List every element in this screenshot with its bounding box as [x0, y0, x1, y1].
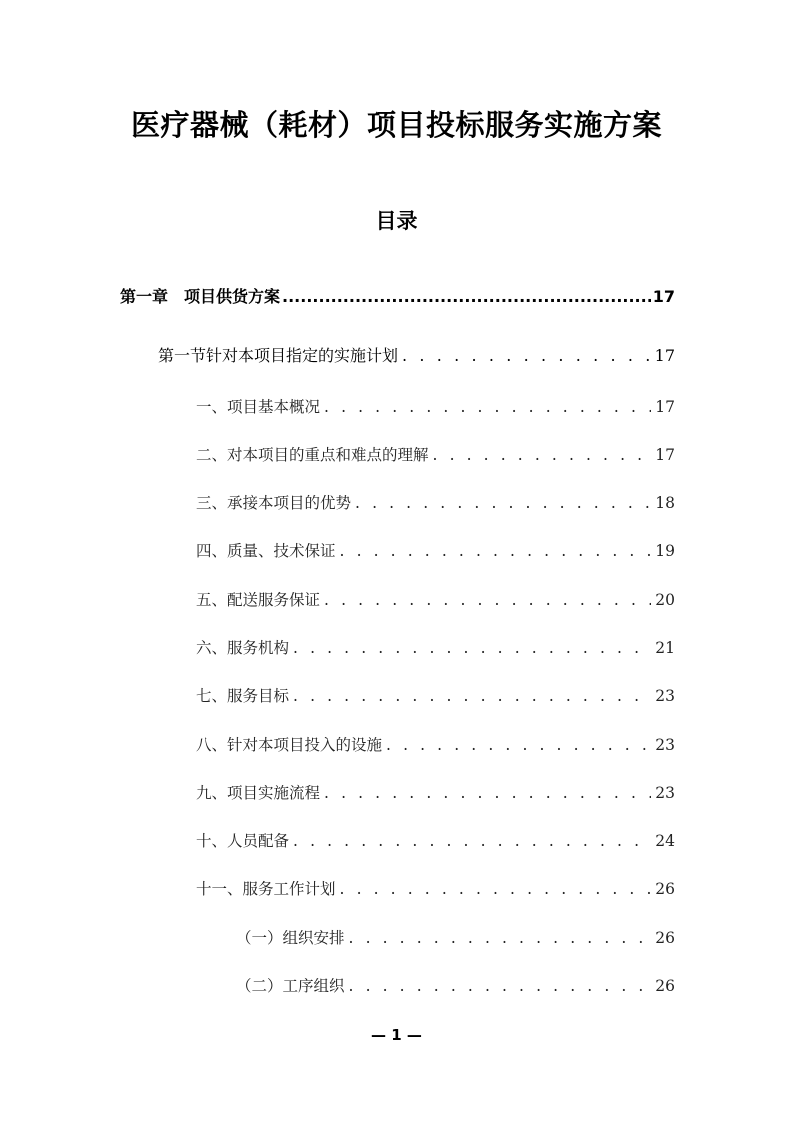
toc-entry-label: 第一章 项目供货方案	[120, 287, 281, 306]
toc-entry[interactable]	[196, 539, 675, 561]
toc-subentry[interactable]	[236, 974, 675, 996]
toc-page-number: 26	[655, 880, 675, 898]
toc-dot-leader	[340, 880, 652, 898]
toc-entry-label: 五、配送服务保证	[196, 591, 321, 609]
toc-dot-leader	[349, 977, 652, 995]
toc-entry-label: 四、质量、技术保证	[196, 542, 336, 560]
toc-page-number: 23	[655, 784, 675, 802]
toc-dot-leader	[282, 287, 651, 306]
toc-entry[interactable]	[196, 636, 675, 658]
toc-page-number: 17	[652, 287, 675, 306]
toc-dot-leader	[324, 591, 651, 609]
toc-entry-label: 二、对本项目的重点和难点的理解	[196, 446, 429, 464]
toc-entry-section[interactable]	[158, 343, 675, 366]
document-title: 医疗器械（耗材）项目投标服务实施方案	[130, 108, 662, 142]
toc-entry-label: （二）工序组织	[236, 977, 345, 995]
toc-page-number: 19	[655, 542, 675, 560]
toc-dot-leader	[293, 832, 651, 850]
toc-dot-leader	[324, 784, 651, 802]
toc-entry-label: 十、人员配备	[196, 832, 290, 850]
toc-entry[interactable]	[196, 684, 675, 706]
toc-entry-chapter[interactable]	[120, 284, 675, 307]
toc-entry-label: 十一、服务工作计划	[196, 880, 336, 898]
toc-page-number: 18	[655, 494, 675, 512]
toc-entry-label: 七、服务目标	[196, 687, 290, 705]
toc-dot-leader	[349, 929, 652, 947]
toc-dot-leader	[386, 736, 651, 754]
toc-page-number: 24	[655, 832, 675, 850]
toc-subentry[interactable]	[236, 926, 675, 948]
toc-page-number: 17	[655, 446, 675, 464]
toc-entry[interactable]	[196, 877, 675, 899]
toc-entry-label: 六、服务机构	[196, 639, 290, 657]
toc-dot-leader	[293, 687, 651, 705]
toc-entry-label: 九、项目实施流程	[196, 784, 321, 802]
toc-dot-leader	[293, 639, 651, 657]
toc-dot-leader	[433, 446, 652, 464]
toc-dot-leader	[355, 494, 651, 512]
toc-dot-leader	[340, 542, 652, 560]
toc-entry[interactable]	[196, 395, 675, 417]
toc-page-number: 23	[655, 687, 675, 705]
toc-dot-leader	[402, 346, 651, 365]
toc-page-number: 17	[654, 346, 675, 365]
toc-entry-label: 三、承接本项目的优势	[196, 494, 352, 512]
toc-page-number: 23	[655, 736, 675, 754]
toc-page-number: 20	[655, 591, 675, 609]
toc-heading: 目录	[375, 209, 418, 233]
toc-page-number: 26	[655, 929, 675, 947]
toc-entry[interactable]	[196, 829, 675, 851]
toc-entry[interactable]	[196, 491, 675, 513]
toc-entry-label: 一、项目基本概况	[196, 398, 321, 416]
toc-entry[interactable]	[196, 588, 675, 610]
toc-entry-label: （一）组织安排	[236, 929, 345, 947]
toc-entry-label: 第一节针对本项目指定的实施计划	[158, 346, 399, 365]
toc-entry[interactable]	[196, 733, 675, 755]
toc-entry[interactable]	[196, 443, 675, 465]
toc-page-number: 26	[655, 977, 675, 995]
toc-entry[interactable]	[196, 781, 675, 803]
toc-entry-label: 八、针对本项目投入的设施	[196, 736, 383, 754]
toc-page-number: 17	[655, 398, 675, 416]
toc-page-number: 21	[655, 639, 675, 657]
toc-dot-leader	[324, 398, 651, 416]
page-number-footer: — 1 —	[371, 1026, 422, 1044]
